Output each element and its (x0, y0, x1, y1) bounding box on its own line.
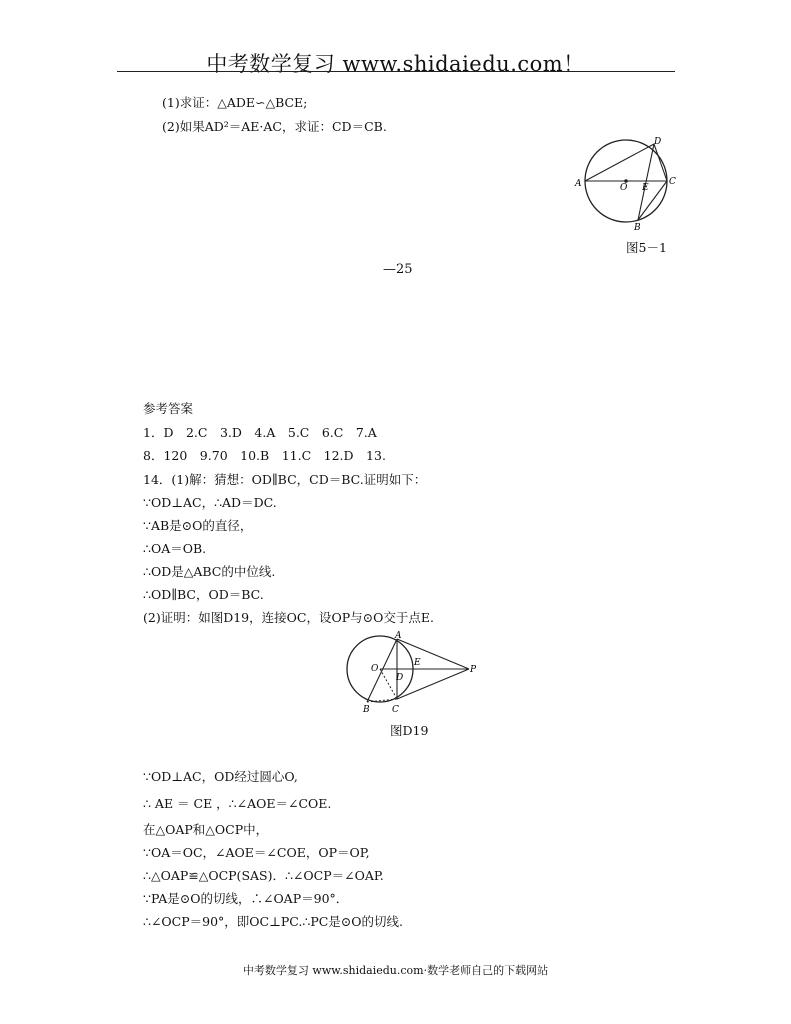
label-o: O (371, 664, 379, 674)
tangent-pc (397, 669, 469, 699)
answer-line: 14．(1)解：猜想：OD∥BC，CD＝BC.证明如下： (143, 472, 427, 487)
label-d: D (396, 673, 404, 683)
answer-line: ∵AB是⊙O的直径， (143, 518, 253, 533)
segment-oc (380, 669, 397, 699)
label-b: B (363, 705, 370, 715)
figure-d19-caption: 图D19 (390, 723, 429, 738)
label-c: C (669, 177, 676, 187)
footer-text: 中考数学复习 www.shidaiedu.com·数学老师自己的下载网站 (242, 964, 549, 977)
figure-5-1-caption: 图5－1 (626, 240, 667, 255)
header-divider (117, 71, 675, 72)
page-number: —25 (383, 262, 413, 277)
label-p: P (470, 665, 477, 675)
answer-line: ∴OD是△ABC的中位线. (143, 564, 276, 579)
answer-line: ∴∠OCP＝90°，即OC⊥PC.∴PC是⊙O的切线. (143, 914, 403, 929)
problem-part-2: (2)如果AD²＝AE·AC，求证：CD＝CB. (162, 119, 387, 134)
figure-5-1 (570, 130, 685, 235)
label-d: D (654, 137, 662, 147)
answer-line: ∴ AE ＝ CE ，∴∠AOE＝∠COE. (143, 796, 332, 811)
answer-line: ∴OA＝OB. (143, 541, 207, 556)
header-title: 中考数学复习 www.shidaiedu.com！ (206, 52, 585, 76)
figure-d19 (340, 630, 480, 715)
answer-line: 8．120 9.70 10.B 11.C 12.D 13. (143, 448, 386, 463)
label-e: E (642, 183, 649, 193)
tangent-pa (397, 639, 469, 669)
label-b: B (634, 223, 641, 233)
label-e: E (414, 658, 421, 668)
answer-line: 在△OAP和△OCP中， (143, 822, 269, 837)
answer-line: 1．D 2.C 3.D 4.A 5.C 6.C 7.A (143, 425, 377, 440)
answer-line: ∵PA是⊙O的切线，∴∠OAP＝90°． (143, 891, 349, 906)
label-a: A (575, 179, 582, 189)
answers-title: 参考答案 (143, 401, 194, 416)
chord-dc (654, 144, 667, 181)
answer-line: ∵OA＝OC，∠AOE＝∠COE，OP＝OP, (143, 845, 370, 860)
label-c: C (392, 705, 399, 715)
answer-line: ∵OD⊥AC，OD经过圆心O, (143, 769, 298, 784)
answer-line: ∴△OAP≌△OCP(SAS)．∴∠OCP＝∠OAP. (143, 868, 384, 883)
chord-ad (585, 144, 654, 181)
answer-line: ∴OD∥BC，OD＝BC. (143, 587, 264, 602)
answer-line: (2)证明：如图D19，连接OC，设OP与⊙O交于点E. (143, 610, 434, 625)
label-o: O (620, 183, 628, 193)
label-a: A (395, 631, 402, 641)
answer-line: ∵OD⊥AC，∴AD＝DC. (143, 495, 277, 510)
problem-part-1: (1)求证：△ADE∽△BCE; (162, 95, 308, 110)
